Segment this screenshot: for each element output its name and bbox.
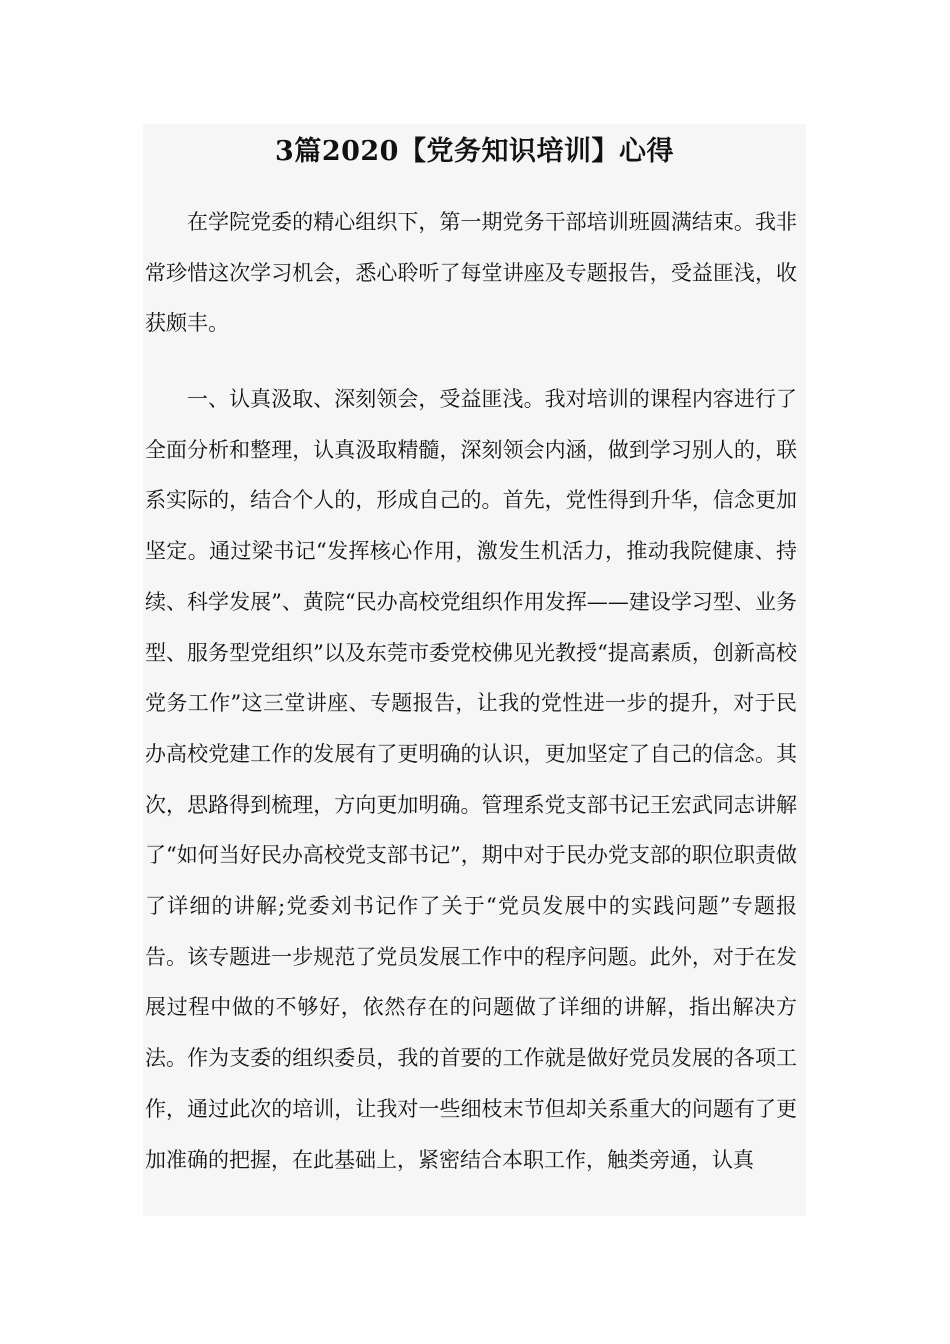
paragraph-section-one: 一、认真汲取、深刻领会，受益匪浅。我对培训的课程内容进行了全面分析和整理，认真汲取精髓，深刻领会内涵，做到学习别人的，联系实际的，结合个人的，形成自己的。首先，党性得到升华，信念更加坚定。通过梁书记“发挥核心作用，激发生机活力，推动我院健康、持续、科学发展”、黄院“民办高校党组织作用发挥——建设学习型、业务型、服务型党组织”以及东莞市委党校佛见光教授“提高素质，创新高校党务工作”这三堂讲座、专题报告，让我的党性进一步的提升，对于民办高校党建工作的发展有了更明确的认识，更加坚定了自己的信念。其次，思路得到梳理，方向更加明确。管理系党支部书记王宏武同志讲解了“如何当好民办高校党支部书记”，期中对于民办党支部的职位职责做了详细的讲解;党委刘书记作了关于“党员发展中的实践问题”专题报告。该专题进一步规范了党员发展工作中的程序问题。此外，对于在发展过程中做的不够好，依然存在的问题做了详细的讲解，指出解决方法。作为支委的组织委员，我的首要的工作就是做好党员发展的各项工作，通过此次的培训，让我对一些细枝末节但却关系重大的问题有了更加准确的把握，在此基础上，紧密结合本职工作，触类旁通，认真: [145, 387, 797, 1172]
paragraph-intro: 在学院党委的精心组织下，第一期党务干部培训班圆满结束。我非常珍惜这次学习机会，悉心聆听了每堂讲座及专题报告，受益匪浅，收获颇丰。: [145, 210, 797, 336]
document-title: 3篇2020【党务知识培训】心得: [275, 136, 674, 167]
